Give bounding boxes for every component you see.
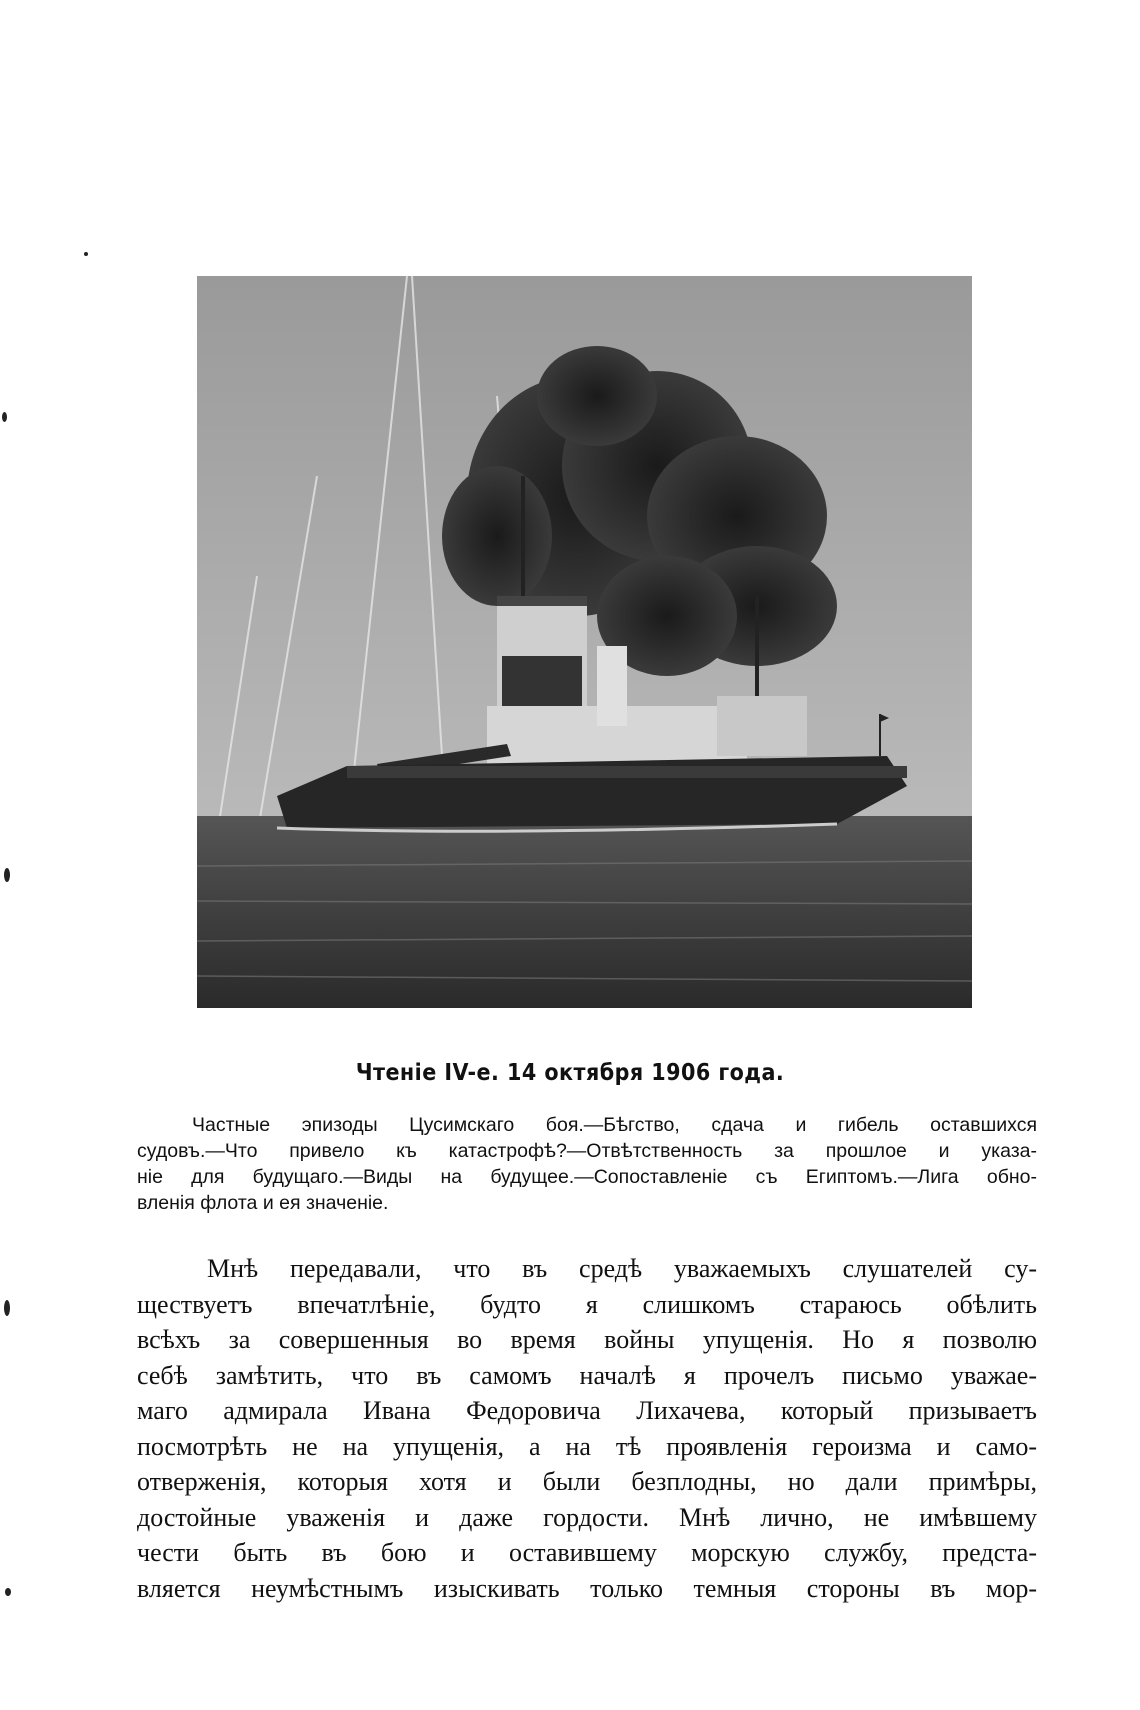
body-line: Мнѣ передавали, что въ средѣ уважаемыхъ слушателей су- [207, 1254, 1037, 1283]
battleship-photo [197, 276, 972, 1008]
body-paragraph [137, 1251, 1037, 1606]
body-line: себѣ замѣтить, что въ самомъ началѣ я прочелъ письмо уважае- [137, 1360, 1037, 1390]
body-line: маго адмирала Ивана Федоровича Лихачева, который призываетъ [137, 1396, 1037, 1425]
battleship-illustration [197, 276, 972, 1008]
body-line: посмотрѣть не на упущенія, а на тѣ проявленія героизма и само- [137, 1431, 1037, 1461]
body-line: чести быть въ бою и оставившему морскую службу, предста- [137, 1538, 1037, 1567]
speck [84, 252, 88, 256]
summary-line: Частные эпизоды Цусимскаго боя.—Бѣгство, сдача и гибель оставшихся [192, 1114, 1037, 1136]
body-line: отверженія, которыя хотя и были безплодны, но дали примѣры, [137, 1467, 1037, 1496]
body-line: достойные уваженія и даже гордости. Мнѣ лично, не имѣвшему [137, 1502, 1037, 1532]
chapter-heading: Чтеніе IV-е. 14 октября 1906 года. [355, 1060, 785, 1086]
summary-line: ніе для будущаго.—Виды на будущее.—Сопоставленіе съ Египтомъ.—Лига обно- [137, 1166, 1037, 1188]
body-line: всѣхъ за совершенныя во время войны упущенія. Но я позволю [137, 1325, 1037, 1354]
chapter-summary [137, 1112, 1037, 1216]
body-line: ществуетъ впечатлѣніе, будто я слишкомъ стараюсь обѣлить [137, 1289, 1037, 1319]
summary-line: вленія флота и ея значеніе. [137, 1192, 389, 1214]
speck [4, 868, 10, 882]
body-line: вляется неумѣстнымъ изыскивать только темныя стороны въ мор- [137, 1573, 1037, 1603]
speck [5, 1588, 11, 1596]
speck [4, 1300, 10, 1316]
summary-line: судовъ.—Что привело къ катастрофѣ?—Отвѣтственность за прошлое и указа- [137, 1140, 1037, 1162]
speck [2, 412, 7, 422]
